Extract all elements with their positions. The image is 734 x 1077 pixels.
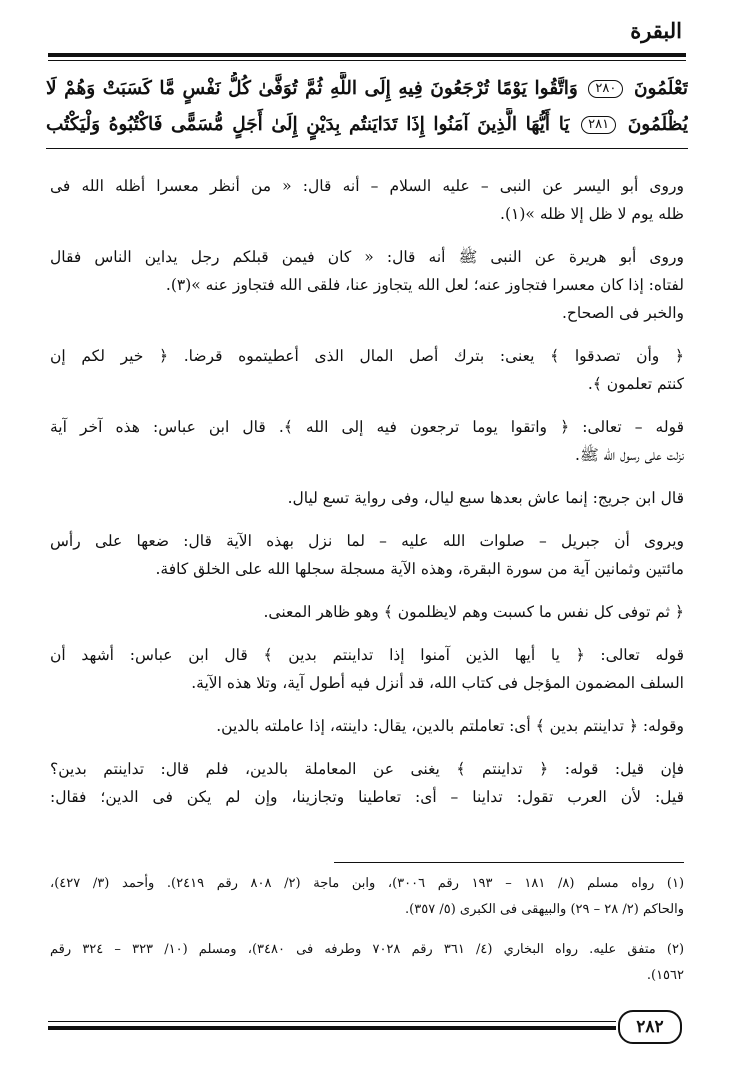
commentary-line: ﴿ ثم توفى كل نفس ما كسبت وهم لايظلمون ﴾ وهو ظاهر المعنى.	[263, 603, 684, 621]
verse-text: تَعْلَمُونَ	[633, 78, 688, 99]
footer-rule-thin	[48, 1021, 616, 1022]
surah-title: البقرة	[630, 18, 682, 43]
footnote-line: (١) رواه مسلم (٨/ ١٨١ – ١٩٣ رقم ٣٠٠٦)، وابن ماجة (٢/ ٨٠٨ رقم ٢٤١٩). وأحمد (٣/ ٤٢٧)،	[50, 876, 684, 891]
commentary-line: قوله – تعالى: ﴿ واتقوا يوما ترجعون فيه إلى الله ﴾. قال ابن عباس: هذه آخر آية	[50, 418, 684, 436]
commentary-line: قيل: لأن العرب تقول: تداينا – أى: تعاطينا وتجازينا، وإن لم يكن فى الدين؛ فقال:	[50, 788, 684, 806]
verse-text: يُظْلَمُونَ	[627, 114, 688, 135]
ayah-number-marker: ٢٨٠	[588, 80, 623, 98]
page-number: ٢٨٢	[618, 1010, 682, 1044]
verse-text: وَاتَّقُوا يَوْمًا تُرْجَعُونَ فِيهِ إِلَى اللَّهِ ثُمَّ تُوَفَّىٰ كُلُّ نَفْسٍ مَّا كَسَبَتْ وَهُمْ لَا	[46, 78, 578, 99]
commentary-line: قوله تعالى: ﴿ يا أيها الذين آمنوا إذا تداينتم بدين ﴾ قال ابن عباس: أشهد أن	[50, 646, 684, 664]
verse-line	[46, 108, 688, 142]
header-rule-thick	[48, 53, 686, 57]
commentary-line: فإن قيل: قوله: ﴿ تداينتم ﴾ يغنى عن المعاملة بالدين، فلم قال: تداينتم بدين؟	[50, 760, 684, 778]
commentary-line: مائتين وثمانين آية من سورة البقرة، وهذه الآية مسجلة سجلها الله على الخلق كافة.	[155, 560, 684, 578]
verse-separator-rule	[46, 148, 688, 149]
commentary-line: السلف المضمون المؤجل فى كتاب الله، قد أنزل فيه أطول آية، وتلا هذه الآية.	[191, 674, 684, 692]
commentary-line: وروى أبو اليسر عن النبى – عليه السلام – أنه قال: « من أنظر معسرا أظله الله فى	[50, 177, 684, 195]
commentary-line: ويروى أن جبريل – صلوات الله عليه – لما نزل بهذه الآية قال: ضعها على رأس	[50, 532, 684, 550]
commentary-line: والخبر فى الصحاح.	[561, 304, 684, 322]
commentary-line: قال ابن جريج: إنما عاش بعدها سبع ليال، وفى رواية تسع ليال.	[287, 489, 684, 507]
commentary-line: نزلت على رسول الله ﷺ.	[575, 446, 684, 464]
footnote-line: ١٥٦٢).	[646, 968, 684, 983]
header-rule-thin	[48, 60, 686, 61]
commentary-line: كنتم تعلمون ﴾.	[587, 375, 684, 393]
verse-text: يَا أَيُّهَا الَّذِينَ آمَنُوا إِذَا تَدَايَنتُم بِدَيْنٍ إِلَىٰ أَجَلٍ مُّسَمًّى فَاكْتُبُوهُ وَلْيَكْتُب	[46, 114, 570, 135]
footer-rule-thick	[48, 1026, 616, 1030]
commentary-line: وروى أبو هريرة عن النبى ﷺ أنه قال: « كان فيمن قبلكم رجل يداين الناس فقال	[50, 248, 684, 266]
verse-line	[46, 72, 688, 106]
commentary-line: ﴿ وأن تصدقوا ﴾ يعنى: بترك أصل المال الذى أعطيتموه قرضا. ﴿ خير لكم إن	[50, 347, 684, 365]
footnote-separator-rule	[334, 862, 684, 863]
footnote-line: والحاكم (٢/ ٢٨ – ٢٩) والبيهقى فى الكبرى (٥/ ٣٥٧).	[405, 902, 684, 917]
footnote-line: (٢) متفق عليه. رواه البخاري (٤/ ٣٦١ رقم ٧٠٢٨ وطرفه فى ٣٤٨٠)، ومسلم (١٠/ ٣٢٣ – ٣٢٤ رقم	[50, 942, 684, 957]
commentary-line: لفتاه: إذا كان معسرا فتجاوز عنه؛ لعل الله يتجاوز عنا، فلقى الله فتجاوز عنه »(٣).	[165, 276, 684, 294]
ayah-number-marker: ٢٨١	[581, 116, 616, 134]
commentary-line: وقوله: ﴿ تداينتم بدين ﴾ أى: تعاملتم بالدين، يقال: داينته، إذا عاملته بالدين.	[216, 717, 684, 735]
commentary-line: ظله يوم لا ظل إلا ظله »(١).	[500, 205, 684, 223]
